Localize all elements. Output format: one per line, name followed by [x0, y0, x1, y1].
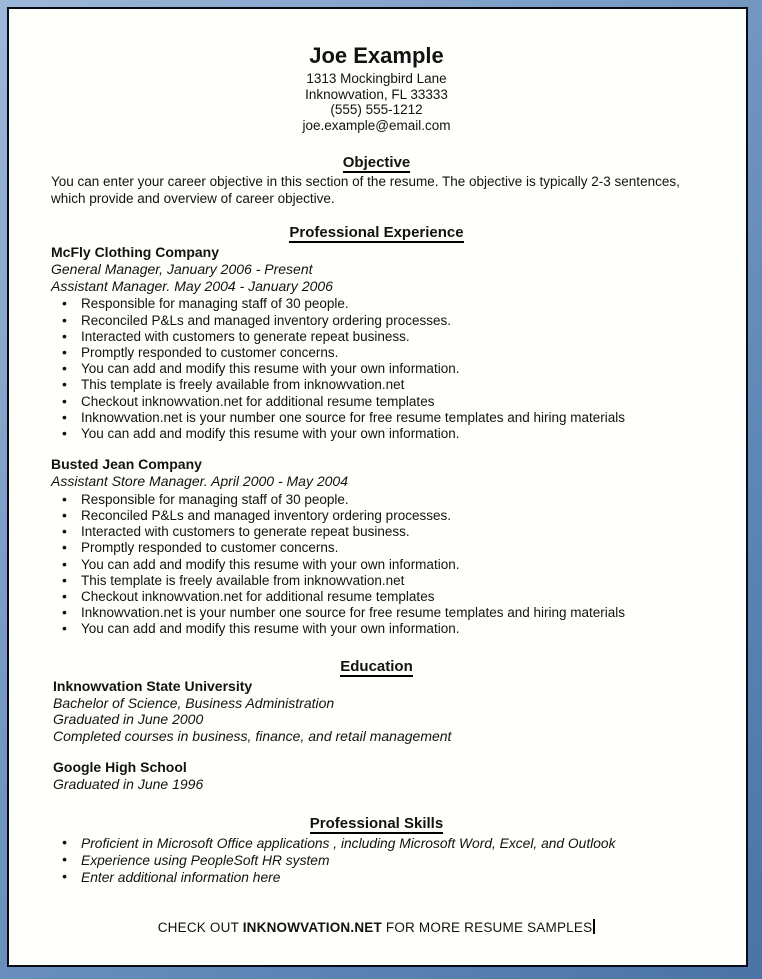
resume-content: [9, 9, 746, 937]
experience-bullet: • You can add and modify this resume with your own information.: [51, 361, 702, 377]
experience-bullet: • Checkout inknowvation.net for additional resume templates: [51, 589, 702, 605]
experience-bullet: • Interacted with customers to generate repeat business.: [51, 524, 702, 540]
school-name: Inknowvation State University: [53, 677, 253, 694]
experience-bullet: • You can add and modify this resume with your own information.: [51, 426, 702, 442]
company-name: McFly Clothing Company: [51, 244, 219, 261]
address-line: 1313 Mockingbird Lane: [306, 71, 447, 86]
education-detail: Graduated in June 1996: [53, 776, 204, 793]
job-role: General Manager, January 2006 - Present: [51, 261, 313, 278]
experience-bullet: • You can add and modify this resume with your own information.: [51, 557, 702, 573]
skills-bullet: • Proficient in Microsoft Office applications , including Microsoft Word, Excel, and Outlook: [51, 835, 702, 852]
education-detail: Completed courses in business, finance, and retail management: [53, 727, 452, 744]
job-entry: [51, 244, 702, 442]
skills-bullet: • Experience using PeopleSoft HR system: [51, 852, 702, 869]
footer-suffix: FOR MORE RESUME SAMPLES: [381, 920, 593, 936]
school-entry: [51, 678, 702, 745]
experience-bullet: • Interacted with customers to generate repeat business.: [51, 329, 702, 345]
experience-bullet: • Inknowvation.net is your number one source for free resume templates and hiring materials: [51, 605, 702, 621]
footer-prefix: CHECK OUT: [157, 920, 243, 936]
resume-page[interactable]: [7, 7, 748, 967]
job-role: Assistant Manager. May 2004 - January 2006: [51, 277, 333, 294]
experience-bullet-list: [51, 296, 702, 442]
experience-bullet: • This template is freely available from inknowvation.net: [51, 573, 702, 589]
section-title-objective: Objective: [342, 154, 411, 172]
experience-bullet: • Inknowvation.net is your number one source for free resume templates and hiring materials: [51, 410, 702, 426]
skills-bullet-list: [51, 835, 702, 887]
experience-bullet: • Reconciled P&Ls and managed inventory ordering processes.: [51, 313, 702, 329]
experience-bullet: • Promptly responded to customer concerns.: [51, 345, 702, 361]
section-title-skills: Professional Skills: [309, 814, 444, 832]
experience-bullet: • Responsible for managing staff of 30 people.: [51, 492, 702, 508]
address-line: Inknowvation, FL 33333: [305, 86, 448, 102]
education-detail: Bachelor of Science, Business Administration: [53, 694, 335, 711]
objective-text: You can enter your career objective in this section of the resume. The objective is typically 2-3 sentences, which provide and overview of career objective.: [51, 174, 680, 206]
school-entry: [51, 759, 702, 793]
candidate-name: Joe Example: [309, 43, 444, 68]
experience-bullet: • Responsible for managing staff of 30 people.: [51, 296, 702, 312]
job-role: Assistant Store Manager. April 2000 - May 2004: [51, 473, 349, 490]
job-entry: [51, 456, 702, 637]
company-name: Busted Jean Company: [51, 456, 202, 473]
experience-bullet: • Checkout inknowvation.net for additional resume templates: [51, 394, 702, 410]
section-title-experience: Professional Experience: [289, 224, 464, 242]
experience-bullet-list: [51, 492, 702, 638]
experience-bullet: • Promptly responded to customer concerns.: [51, 540, 702, 556]
education-detail: Graduated in June 2000: [53, 711, 204, 728]
experience-bullet: • This template is freely available from inknowvation.net: [51, 377, 702, 393]
section-title-education: Education: [340, 657, 413, 675]
footer-note: [51, 919, 702, 937]
skills-bullet: • Enter additional information here: [51, 869, 702, 886]
resume-header: [51, 42, 702, 133]
footer-site-name: INKNOWVATION.NET: [242, 920, 382, 936]
experience-bullet: • Reconciled P&Ls and managed inventory ordering processes.: [51, 508, 702, 524]
experience-bullet: • You can add and modify this resume with your own information.: [51, 621, 702, 637]
phone-line: (555) 555-1212: [330, 102, 423, 118]
text-caret: [593, 919, 595, 934]
school-name: Google High School: [53, 759, 187, 776]
email-line: joe.example@email.com: [302, 117, 451, 133]
